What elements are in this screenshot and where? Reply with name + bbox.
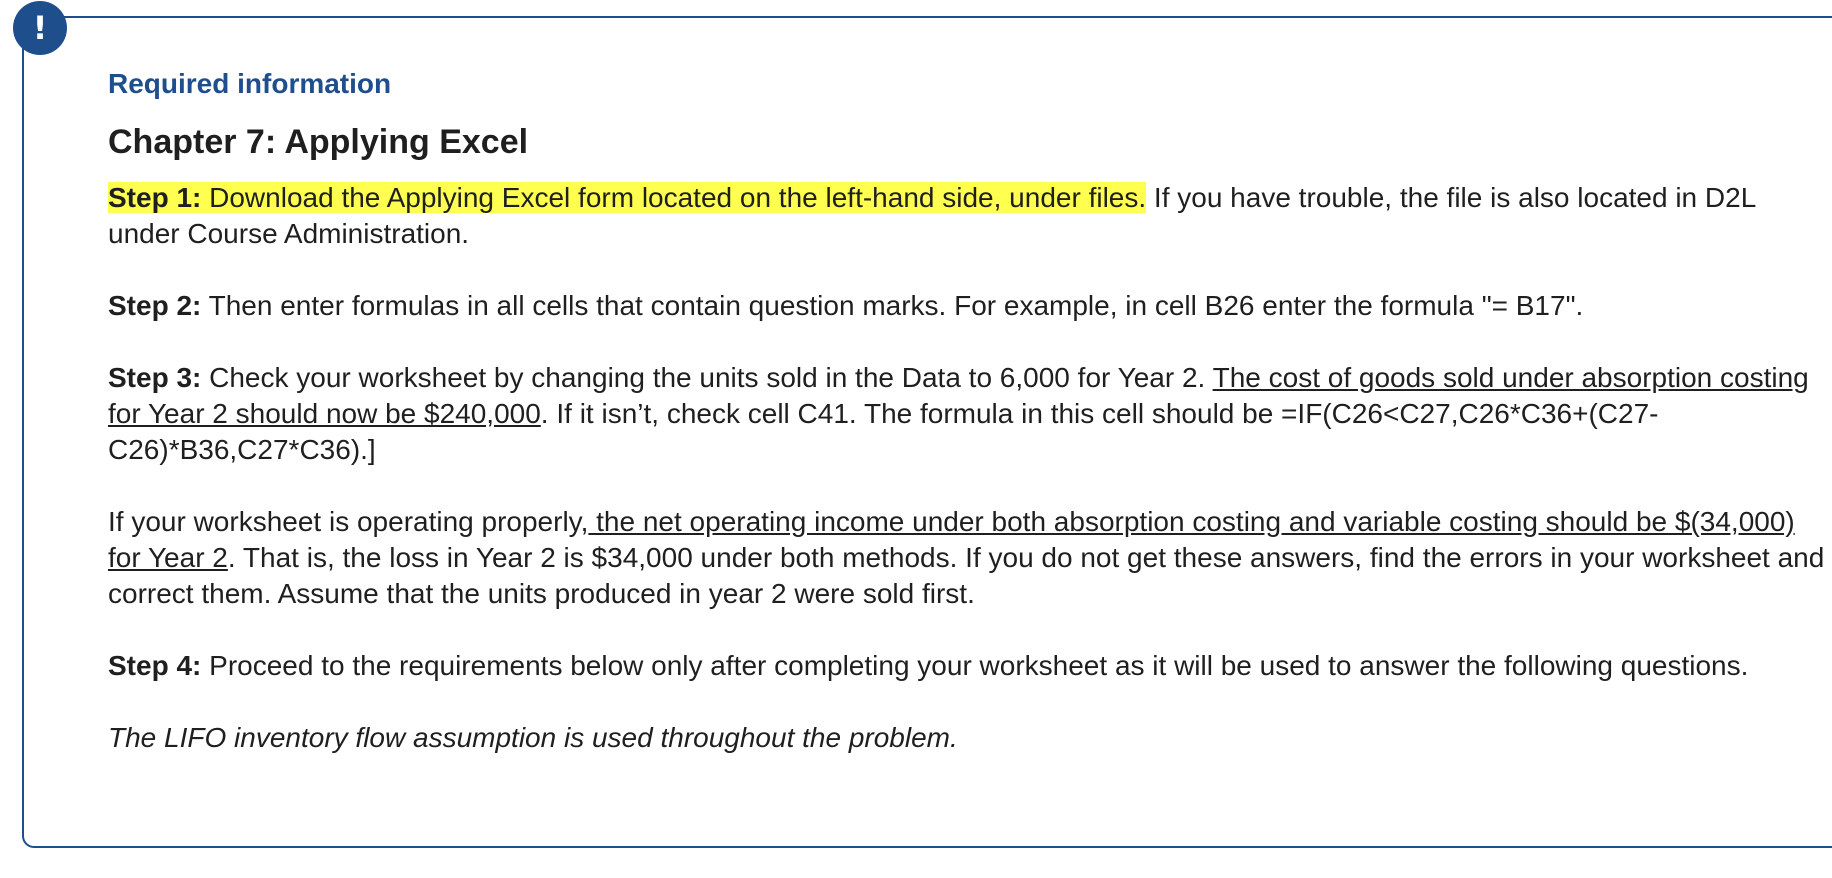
step-2-paragraph: [108, 288, 1828, 324]
step-2-text: Then enter formulas in all cells that contain question marks. For example, in cell B26 enter the formula "= B17".: [201, 290, 1584, 321]
step-1-label: Step 1:: [108, 182, 202, 213]
step-3-text: Check your worksheet by changing the units sold in the Data to 6,000 for Year 2.: [201, 362, 1213, 393]
step-3-paragraph: [108, 360, 1828, 468]
worksheet-check-underlined-text: the net operating income under both absorption costing and variable costing should be $(34,000) for Year 2: [108, 506, 1795, 573]
step-2-label: Step 2:: [108, 290, 202, 321]
step-1-highlighted-text: Download the Applying Excel form located on the left-hand side, under files.: [201, 182, 1147, 213]
lifo-footnote: The LIFO inventory flow assumption is used throughout the problem.: [108, 722, 958, 753]
step-1-highlight: [108, 182, 1146, 213]
exclamation-icon: !: [13, 1, 67, 55]
step-1-text: If you have trouble, the file is also located in D2L under Course Administration.: [108, 182, 1756, 249]
worksheet-check-text: If your worksheet is operating properly,: [108, 506, 589, 537]
step-3-label: Step 3:: [108, 362, 202, 393]
required-information-label: Required information: [108, 68, 392, 99]
step-3-text-after: . If it isn’t, check cell C41. The formula in this cell should be =IF(C26<C27,C26*C36+(C27-C26)*B36,C27*C36).]: [108, 398, 1659, 465]
worksheet-check-paragraph: [108, 504, 1828, 612]
step-3-underlined-text: The cost of goods sold under absorption costing for Year 2 should now be $240,000: [108, 362, 1809, 429]
instructions-content: [108, 66, 1828, 756]
step-4-paragraph: [108, 648, 1828, 684]
step-4-text: Proceed to the requirements below only after completing your worksheet as it will be used to answer the following questions.: [201, 650, 1749, 681]
step-4-label: Step 4:: [108, 650, 202, 681]
step-1-paragraph: [108, 180, 1828, 252]
chapter-title: Chapter 7: Applying Excel: [108, 123, 529, 161]
worksheet-check-text-after: . That is, the loss in Year 2 is $34,000 under both methods. If you do not get these answers, find the errors in your worksheet and correct them. Assume that the units produced in year 2 were sold first.: [108, 542, 1825, 609]
